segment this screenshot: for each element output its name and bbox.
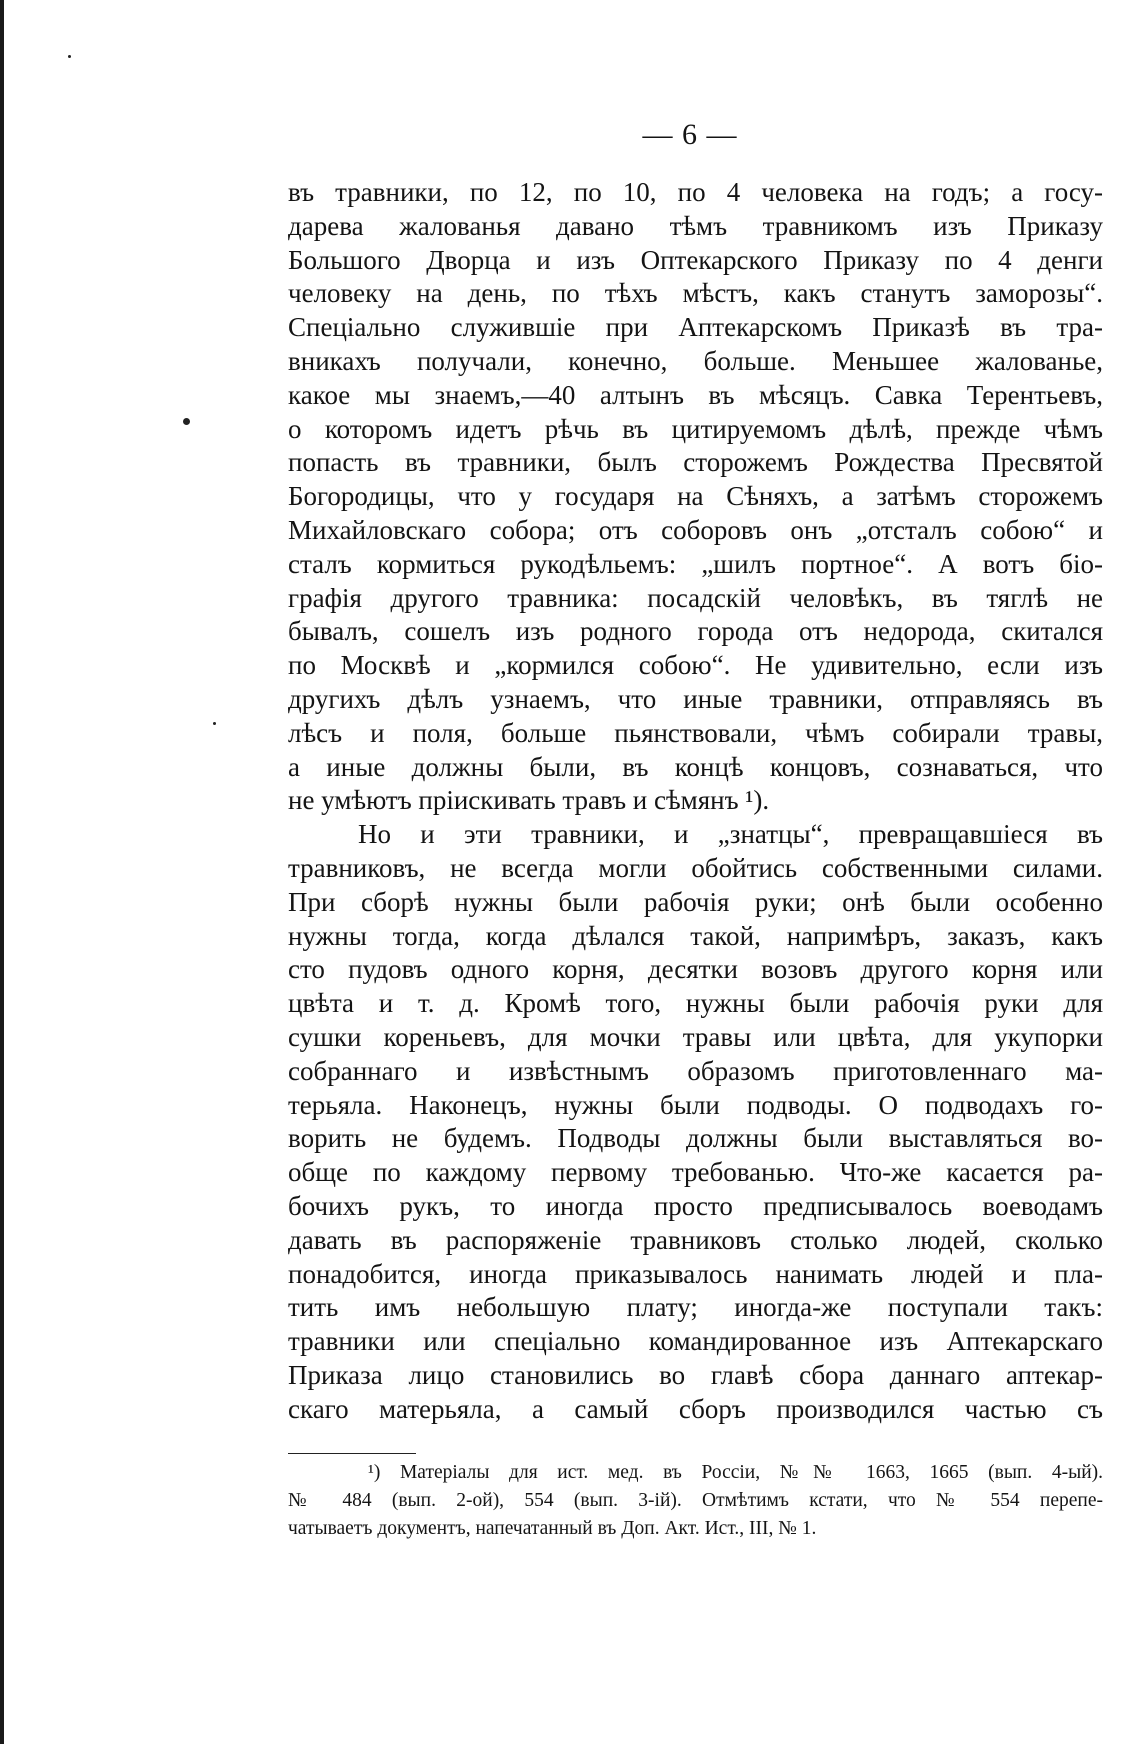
footnote-line: чатываетъ документъ, напечатанный въ Доп. Акт. Ист., III, № 1. [288,1518,817,1539]
text-line: обще по каждому первому требованью. Что-же касается ра- [288,1157,1103,1188]
text-line: Спеціально служившіе при Аптекарскомъ Приказѣ въ тра- [288,312,1103,343]
text-line: сушки кореньевъ, для мочки травы или цвѣта, для укупорки [288,1021,1103,1052]
text-line: а иные должны были, въ концѣ концовъ, сознаваться, что [288,751,1103,782]
text-line: какое мы знаемъ,—40 алтынъ въ мѣсяцъ. Савка Терентьевъ, [288,379,1103,410]
text-line: ворить не будемъ. Подводы должны были выставляться во- [288,1123,1103,1154]
text-line: травниковъ, не всегда могли обойтись собственными силами. [288,852,1103,883]
text-line: по Москвѣ и „кормился собою“. Не удивительно, если изъ [288,650,1103,681]
text-line: давать въ распоряженіе травниковъ столько людей, сколько [288,1224,1103,1255]
scan-speck [68,55,71,58]
text-line: бывалъ, сошелъ изъ родного города отъ недорода, скитался [288,616,1103,647]
text-line: графія другого травника: посадскій человѣкъ, въ тяглѣ не [288,582,1103,613]
scan-speck [213,722,216,725]
text-line: При сборѣ нужны были рабочія руки; онѣ были особенно [288,886,1103,917]
text-line: травники или спеціально командированное изъ Аптекарскаго [288,1326,1103,1357]
text-line: Богородицы, что у государя на Сѣняхъ, а затѣмъ сторожемъ [288,481,1103,512]
text-line: нужны тогда, когда дѣлался такой, напримѣръ, заказъ, какъ [288,920,1103,951]
text-line: дарева жалованья давано тѣмъ травникомъ изъ Приказу [288,210,1103,241]
text-line: въ травники, по 12, по 10, по 4 человека на годъ; а госу- [288,177,1103,207]
text-line: скаго матерьяла, а самый сборъ производился частью съ [288,1393,1103,1424]
footnote-separator [288,1453,416,1454]
text-line: вникахъ получали, конечно, больше. Меньшее жалованье, [288,345,1103,376]
footnote-line: ¹) Матеріалы для ист. мед. въ Россіи, №№ 1663, 1665 (вып. 4-ый). [368,1462,1103,1483]
paragraph-end-line: не умѣютъ пріискивать травъ и сѣмянъ ¹). [288,785,770,816]
text-line: терьяла. Наконецъ, нужны были подводы. О подводахъ го- [288,1089,1103,1120]
text-line: о которомъ идетъ рѣчь въ цитируемомъ дѣлѣ, прежде чѣмъ [288,413,1103,444]
text-line: собраннаго и извѣстнымъ образомъ приготовленнаго ма- [288,1055,1103,1086]
page-number: — 6 — [642,118,738,151]
text-line: сталъ кормиться рукодѣльемъ: „шилъ портное“. А вотъ біо- [288,548,1103,579]
text-line: другихъ дѣлъ узнаемъ, что иные травники, отправляясь въ [288,683,1103,714]
text-line: Приказа лицо становились во главѣ сбора даннаго аптекар- [288,1359,1103,1390]
text-line: бочихъ рукъ, то иногда просто предписывалось воеводамъ [288,1190,1103,1221]
scan-edge-line [0,0,4,1744]
text-line: попасть въ травники, былъ сторожемъ Рождества Пресвятой [288,447,1103,478]
paragraph-start-line: Но и эти травники, и „знатцы“, превращавшіеся въ [358,819,1103,850]
footnotes [288,1459,1103,1543]
text-line: сто пудовъ одного корня, десятки возовъ другого корня или [288,954,1103,985]
text-line: цвѣта и т. д. Кромѣ того, нужны были рабочія руки для [288,988,1103,1019]
scan-speck [183,418,190,425]
text-line: понадобится, иногда приказывалось нанимать людей и пла- [288,1258,1103,1289]
text-line: лѣсъ и поля, больше пьянствовали, чѣмъ собирали травы, [288,717,1103,748]
text-line: тить имъ небольшую плату; иногда-же поступали такъ: [288,1292,1103,1323]
text-line: Михайловскаго собора; отъ соборовъ онъ „отсталъ собою“ и [288,514,1103,545]
main-text [288,176,1103,1426]
text-line: Большого Дворца и изъ Оптекарского Приказу по 4 денги [288,244,1103,275]
footnote-line: № 484 (вып. 2-ой), 554 (вып. 3-ій). Отмѣтимъ кстати, что № 554 перепе- [288,1490,1103,1511]
text-line: человеку на день, по тѣхъ мѣстъ, какъ станутъ заморозы“. [288,278,1103,309]
